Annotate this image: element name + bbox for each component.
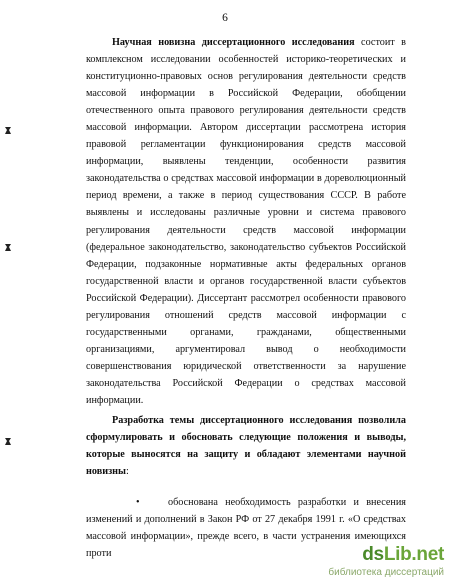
paragraph-defense-intro [86, 412, 406, 480]
document-body [86, 34, 406, 562]
page-number: 6 [222, 12, 228, 24]
margin-mark [4, 126, 12, 135]
paragraph-bold-text: Разработка темы диссертационного исследования позволила сформулировать и обосновать следующие положения и выводы, которые выносятся на защиту и обладают элементами научной новизны [86, 415, 406, 478]
watermark [328, 544, 444, 578]
margin-mark [4, 437, 12, 446]
margin-mark [4, 243, 12, 252]
list-item-text: обоснована необходимость разработки и внесения изменений и дополнений в Закон РФ от 27 декабря 1991 г. «О средствах массовой информации», прежде всего, в части устранения имеющихся проти [86, 497, 406, 560]
paragraph-tail: : [126, 466, 129, 478]
watermark-subtitle: библиотека диссертаций [328, 567, 444, 578]
paragraph-lead-bold: Научная новизна диссертационного исследования [112, 37, 355, 48]
watermark-logo: dsLib.net [362, 544, 444, 565]
paragraph-text: состоит в комплексном исследовании особенностей историко-теоретических и конституционно-правовых основ регулирования деятельности средств массовой информации в Российской Федерации, обобщении отечественного опыта правового регулирования деятельности средств массовой информации. Автором диссертации рассмотрена история правовой регламентации функционирования средств массовой информации, выявлены тенденции, особенности развития законодательства о средствах массовой информации в дореволюционный период времени, а также в период существования СССР. В работе выявлены и исследованы различные уровни и система правового регулирования деятельности средств массовой информации (федеральное законодательство, законодательство субъектов Российской Федерации, подзаконные нормативные акты федеральных органов государственной власти и органов государственной власти субъектов Российской Федерации). Диссертант рассмотрел особенности правового регулирования отношений средств массовой информации с государственными органами, гражданами, общественными организациями, аргументировал вывод о необходимости совершенствования юридической ответственности за нарушение законодательства Российской Федерации о средствах массовой информации. [86, 37, 406, 406]
paragraph-scientific-novelty [86, 34, 406, 409]
bullet-marker: • [136, 497, 140, 509]
